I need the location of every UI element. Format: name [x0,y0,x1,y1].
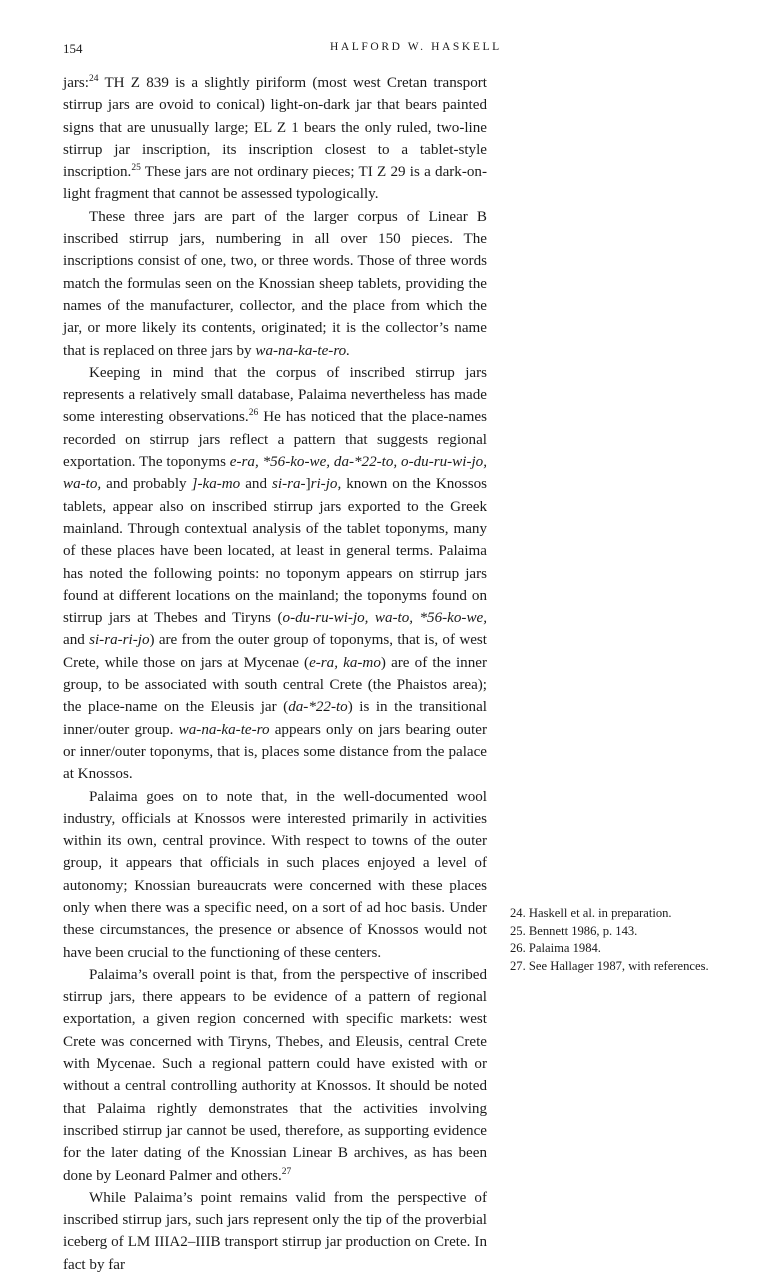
text-run: Keeping in mind that the corpus of inscribed stirrup jars represents a relatively small database, Palaima nevertheless has made some interesting observations. [63,364,487,426]
italic-term: wa-na-ka-te-ro. [255,342,350,359]
italic-term: e-ra, *56-ko-we, da-*22-to, o-du-ru-wi-jo, wa-to, [63,454,487,493]
italic-term: ]-ka-mo [191,476,241,493]
paragraph [63,786,487,964]
footnote-ref: 26 [248,408,259,419]
text-run: While Palaima’s point remains valid from the perspective of inscribed stirrup jars, such jars represent only the tip of the proverbial iceberg of LM IIIA2–IIIB transport stirrup jar production on Crete. In fact by far [63,1189,487,1273]
italic-term: da-*22-to [288,699,348,716]
body-text [63,72,487,1276]
paragraph [63,72,487,206]
text-run: appears only on jars bearing outer or inner/outer toponyms, that is, places some distance from the palace at Knossos. [63,721,487,783]
italic-term: wa-na-ka-te-ro [178,721,270,738]
text-run: ) are of the inner group, to be associated with south central Crete (the Phaistos area); the place-name on the Eleusis jar ( [63,654,487,716]
text-run: and [240,476,273,493]
footnote: 26. Palaima 1984. [510,941,601,956]
text-run: known on the Knossos tablets, appear also on inscribed stirrup jars exported to the Greek mainland. Through contextual analysis of the tablet toponyms, many of these places have been located, at least in general terms. Palaima has noted the following points: no toponym appears on stirrup jars found at different locations on the mainland; the toponyms found on stirrup jars at Thebes and Tiryns ( [63,476,487,627]
text-run: He has noticed that the place-names recorded on stirrup jars reflect a pattern that suggests regional exportation. The toponyms [63,409,487,471]
footnote: 25. Bennett 1986, p. 143. [510,923,638,938]
running-head: HALFORD W. HASKELL [330,41,502,53]
text-run: jars: [63,75,89,91]
text-run: and probably [101,476,192,493]
text-run: These three jars are part of the larger corpus of Linear B inscribed stirrup jars, numbering in all over 150 pieces. The inscriptions consist of one, two, or three words. Those of three words match the formulas seen on the Knossian sheep tablets, providing the names of the manufacturer, collector, and the place from which the jar, or more likely its contents, originated; it is the collector’s name that is replaced on three jars by [63,208,487,359]
footnote: 27. See Hallager 1987, with references. [510,958,709,973]
footnote-ref: 25 [131,163,141,174]
text-run: ) is in the transitional inner/outer group. [63,699,487,738]
paragraph [63,964,487,1187]
italic-term: e-ra, ka-mo [309,654,381,671]
paragraph [63,1187,487,1276]
italic-term: o-du-ru-wi-jo, wa-to, *56-ko-we, [282,610,487,627]
text-run: Palaima goes on to note that, in the well-documented wool industry, officials at Knossos were interested primarily in activities within its own, central province. With respect to towns of the outer group, it appears that officials in such places enjoyed a level of autonomy; Knossian bureaucrats were concerned with these places only when there was a specific need, on a sort of ad hoc basis. Under these circumstances, the presence or absence of Knossos would not have been crucial to the functioning of these centers. [63,788,487,961]
italic-term: si-ra-ri-jo [89,632,150,649]
text-run: Palaima’s overall point is that, from the perspective of inscribed stirrup jars, there appears to be evidence of a pattern of regional exportation, a given region concerned with specific markets: west Crete was concerned with Tiryns, Thebes, and Eleusis, central Crete with Mycenae. Such a regional pattern could have existed with or without a central controlling authority at Knossos. It should be noted that Palaima rightly demonstrates that the activities involving inscribed stirrup jar cannot be used, therefore, as supporting evidence for the later dating of the Knossian Linear B archives, as has been done by Leonard Palmer and others. [63,966,487,1184]
footnote-ref: 24 [89,73,99,84]
footnote: 24. Haskell et al. in preparation. [510,906,672,920]
text-run: and [63,632,90,649]
text-run: ] [305,476,311,493]
footnote-ref: 27 [281,1166,292,1177]
paragraph [63,362,487,786]
footnotes [510,905,710,975]
italic-term: ri-jo, [310,476,342,493]
page-number: 154 [63,41,83,56]
text-run: ) are from the outer group of toponyms, that is, of west Crete, while those on jars at Mycenae ( [63,632,487,671]
text-run: These jars are not ordinary pieces; TI Z 29 is a dark-on-light fragment that cannot be assessed typologically. [63,164,487,203]
paragraph [63,206,487,362]
italic-term: si-ra- [272,476,306,493]
text-run: TH Z 839 is a slightly piriform (most west Cretan transport stirrup jars are ovoid to conical) light-on-dark jar that bears painted signs that are unusually large; EL Z 1 bears the only ruled, two-line stirrup jar inscription, its inscription closest to a tablet-style inscription. [63,75,487,181]
